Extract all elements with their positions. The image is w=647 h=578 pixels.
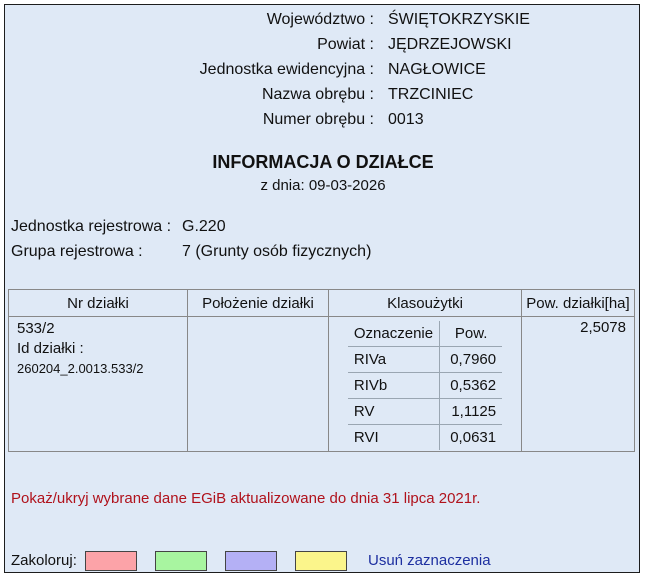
table-row (348, 347, 502, 373)
klas-header-row (348, 321, 502, 347)
pow-dzialki-value: 2,5078 (522, 317, 635, 452)
nazwa-obrebu-label: Nazwa obrębu : (261, 86, 374, 103)
jednostka-rejestrowa-value: G.220 (182, 218, 226, 235)
jednostka-row (5, 59, 641, 81)
nr-dzialki-value: 533/2 (17, 320, 55, 337)
powiat-value: JĘDRZEJOWSKI (388, 36, 512, 53)
klas-oznaczenie: RIVb (348, 373, 440, 399)
wojewodztwo-row (5, 9, 641, 31)
color-swatch-green[interactable] (155, 551, 207, 571)
jednostka-label: Jednostka ewidencyjna : (199, 61, 374, 78)
id-dzialki-label: Id działki : (17, 340, 84, 357)
jednostka-rejestrowa-label: Jednostka rejestrowa : (11, 218, 172, 235)
parcel-table-header (9, 290, 635, 317)
powiat-row (5, 34, 641, 56)
numer-obrebu-value: 0013 (388, 111, 424, 128)
numer-obrebu-row (5, 109, 641, 131)
wojewodztwo-value: ŚWIĘTOKRZYSKIE (388, 11, 530, 28)
egib-toggle-link[interactable]: Pokaż/ukryj wybrane dane EGiB aktualizowane do dnia 31 lipca 2021r. (11, 490, 481, 507)
powiat-label: Powiat : (317, 36, 374, 53)
col-polozenie: Położenie działki (188, 290, 329, 317)
klasouzytki-table (348, 321, 502, 450)
klas-oznaczenie: RV (348, 399, 440, 425)
klas-pow: 0,5362 (440, 373, 503, 399)
klas-oznaczenie: RIVa (348, 347, 440, 373)
klas-pow: 0,0631 (440, 425, 503, 451)
parcel-info-panel (4, 4, 640, 573)
page-title: INFORMACJA O DZIAŁCE (212, 152, 434, 172)
klas-oznaczenie: RVI (353, 429, 379, 446)
table-row (9, 317, 635, 452)
grupa-rejestrowa-row (11, 241, 372, 263)
klas-pow: 1,1125 (440, 399, 503, 425)
nazwa-obrebu-row (5, 84, 641, 106)
table-row (348, 425, 502, 451)
color-swatch-blue[interactable] (225, 551, 277, 571)
table-row (348, 373, 502, 399)
grupa-rejestrowa-label: Grupa rejestrowa : (11, 243, 143, 260)
col-nr-dzialki: Nr działki (9, 290, 188, 317)
polozenie-cell (188, 317, 329, 452)
col-pow-dzialki: Pow. działki[ha] (522, 290, 635, 317)
report-date: z dnia: 09-03-2026 (260, 177, 386, 194)
klas-pow: 0,7960 (440, 347, 503, 373)
parcel-table (8, 289, 635, 452)
numer-obrebu-label: Numer obrębu : (262, 111, 374, 128)
klas-col-oznaczenie: Oznaczenie (348, 321, 440, 347)
table-row (348, 399, 502, 425)
clear-selection-link[interactable]: Usuń zaznaczenia (368, 552, 491, 569)
colorize-label: Zakoloruj: (11, 552, 77, 569)
jednostka-value: NAGŁOWICE (388, 61, 486, 78)
id-dzialki-value: 260204_2.0013.533/2 (17, 361, 144, 376)
grupa-rejestrowa-value: 7 (Grunty osób fizycznych) (182, 243, 372, 260)
color-swatch-red[interactable] (85, 551, 137, 571)
wojewodztwo-label: Województwo : (266, 11, 374, 28)
klasouzytki-cell (329, 317, 522, 452)
color-swatch-yellow[interactable] (295, 551, 347, 571)
jednostka-rejestrowa-row (11, 216, 226, 238)
nazwa-obrebu-value: TRZCINIEC (388, 86, 474, 103)
nr-dzialki-cell (9, 317, 188, 452)
klas-col-pow: Pow. (440, 321, 503, 347)
col-klasouzytki: Klasoużytki (329, 290, 522, 317)
